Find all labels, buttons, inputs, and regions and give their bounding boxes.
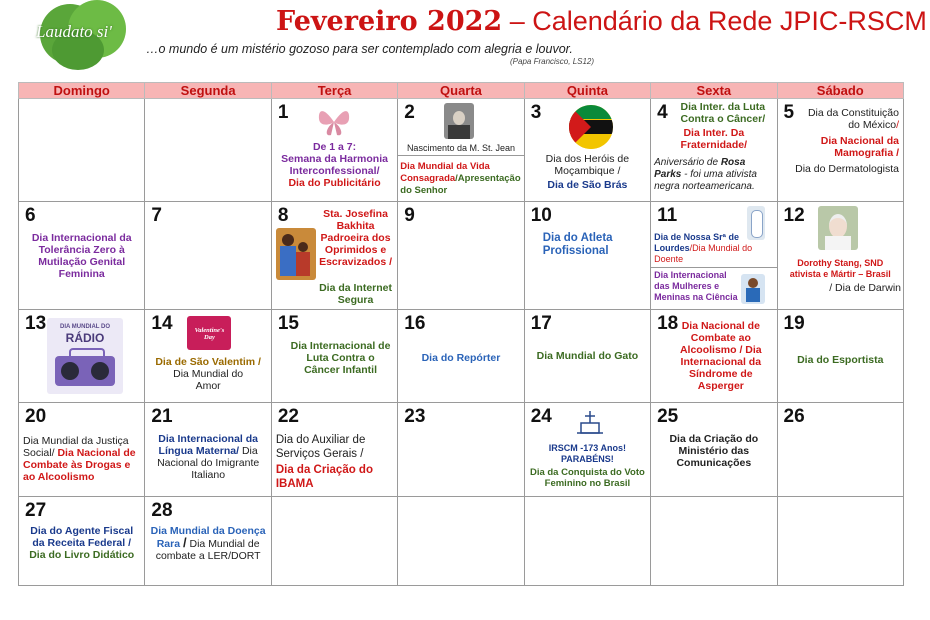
- event-text: Semana da Harmonia Interconfessional/: [281, 153, 388, 177]
- week-row-5: [19, 497, 904, 586]
- butterfly-icon: [316, 105, 352, 139]
- event-text: Dia do Atleta Profissional: [542, 232, 613, 257]
- empty-day-cell: [19, 99, 145, 202]
- day-cell-26[interactable]: [777, 403, 903, 497]
- day-number: 1: [277, 102, 289, 123]
- portrait-image: [444, 103, 474, 139]
- day-cell-14[interactable]: [145, 310, 271, 403]
- event-text: Dia Inter. da Luta Contra o Câncer/: [680, 101, 766, 125]
- day-cell-28[interactable]: [145, 497, 271, 586]
- event-text: Dia Mundial do Gato: [536, 350, 639, 362]
- empty-day-cell: [398, 497, 524, 586]
- day-number: 22: [277, 406, 299, 427]
- event-text: Dia do Esportista: [797, 354, 884, 366]
- event-text: Aniversário de Rosa Parks - foi uma ativista negra norteamericana.: [654, 157, 757, 192]
- day-cell-19[interactable]: [777, 310, 903, 403]
- event-text: Dia de São Brás: [547, 179, 628, 191]
- calendar-grid: [18, 82, 904, 586]
- day-cell-4[interactable]: [651, 99, 777, 202]
- event-text: Dia de São Valentim /: [155, 356, 261, 368]
- event-text: Dorothy Stang, SND ativista e Mártir – Brasil: [789, 258, 891, 279]
- event-text: Dia Mundial do Amor: [173, 368, 244, 392]
- day-cell-5[interactable]: [777, 99, 903, 202]
- title-month: Fevereiro 2022: [276, 6, 503, 37]
- day-number: 24: [530, 406, 552, 427]
- event-text: Dia Inter. Da Fraternidade/: [680, 127, 748, 151]
- day-number: 4: [657, 102, 668, 123]
- valentine-heart-badge: Valentine's Day: [187, 316, 231, 350]
- day-cell-12[interactable]: [777, 202, 903, 310]
- event-text: Dia Mundial da Justiça Social/ Dia Nacional de Combate às Drogas e ao Alcoolismo: [23, 435, 136, 483]
- weekday-header-row: [19, 83, 904, 99]
- event-text: Dia do Auxiliar de Serviços Gerais /: [275, 434, 366, 460]
- radio-caption: DIA MUNDIAL DO: [60, 324, 110, 330]
- day-number: 25: [657, 406, 679, 427]
- day-number: 19: [783, 313, 805, 334]
- day-number: 12: [783, 205, 805, 226]
- scientist-image: [741, 274, 765, 304]
- radio-title: RÁDIO: [65, 331, 105, 345]
- dorothy-stang-photo: [818, 206, 858, 250]
- empty-day-cell: [777, 497, 903, 586]
- day-number: 3: [530, 102, 542, 123]
- day-number: 13: [25, 313, 47, 334]
- event-text: Dia do Dermatologista: [795, 163, 899, 175]
- day-cell-21[interactable]: [145, 403, 271, 497]
- day-number: 6: [25, 205, 36, 226]
- event-text: Dia Internacional da Língua Materna/ Dia Nacional do Imigrante Italiano: [157, 433, 260, 481]
- empty-day-cell: [651, 497, 777, 586]
- event-text: Dia Nacional de Combate ao Alcoolismo / Dia Internacional da Síndrome de Asperger: [679, 320, 762, 392]
- logo-text: Laudato si': [36, 22, 112, 41]
- event-text: Dia Nacional da Mamografia /: [820, 135, 899, 159]
- day-number: 2: [404, 102, 415, 123]
- day-number: 8: [277, 205, 289, 226]
- event-text: Dia Mundial da Doença Rara / Dia Mundial de combate a LER/DORT: [150, 525, 266, 562]
- empty-day-cell: [271, 497, 397, 586]
- day-number: 16: [404, 313, 426, 334]
- day-cell-3[interactable]: [524, 99, 650, 202]
- event-text: Nascimento da M. St. Jean: [406, 143, 515, 153]
- event-text: Dia do Repórter: [421, 352, 501, 364]
- day-number: 14: [151, 313, 173, 334]
- weekday-saturday: Sábado: [777, 83, 903, 99]
- quote-credit: (Papa Francisco, LS12): [510, 57, 595, 66]
- empty-day-cell: [145, 99, 271, 202]
- event-text: Sta. Josefina Bakhita Padroeira dos Oprimidos e Escravizados /: [319, 208, 393, 268]
- day-cell-17[interactable]: [524, 310, 650, 403]
- week-row-1: [19, 99, 904, 202]
- event-text: Dia Internacional das Mulheres e Meninas na Ciência: [654, 270, 738, 302]
- event-text: Dia Internacional de Luta Contra o Câncer Infantil: [290, 340, 391, 376]
- day-number: 11: [657, 205, 678, 226]
- event-text: Dia dos Heróis de Moçambique /: [545, 153, 630, 177]
- day-cell-25[interactable]: [651, 403, 777, 497]
- day-cell-1[interactable]: [271, 99, 397, 202]
- day-number: 15: [277, 313, 299, 334]
- event-text: IRSCM -173 Anos! PARABÉNS!: [548, 443, 626, 464]
- bakhita-image: [276, 228, 316, 280]
- day-number: 20: [25, 406, 47, 427]
- event-text: De 1 a 7:: [312, 141, 357, 153]
- day-cell-2[interactable]: [398, 99, 524, 202]
- day-number: 28: [151, 500, 173, 521]
- weekday-sunday: Domingo: [19, 83, 145, 99]
- day-cell-22[interactable]: [271, 403, 397, 497]
- day-number: 5: [783, 102, 795, 123]
- day-number: 7: [151, 205, 162, 226]
- event-text: Dia da Constituição do México/: [807, 107, 899, 131]
- day-number: 27: [25, 500, 47, 521]
- day-cell-27[interactable]: [19, 497, 145, 586]
- empty-day-cell: [524, 497, 650, 586]
- event-text: Dia da Internet Segura: [319, 282, 393, 306]
- mozambique-flag-icon: [569, 105, 613, 149]
- subtitle-quote: …o mundo é um mistério gozoso para ser contemplado com alegria e louvor.: [146, 42, 573, 56]
- event-text: Dia da Criação do Ministério das Comunicações: [669, 433, 759, 469]
- day-cell-15[interactable]: [271, 310, 397, 403]
- laudato-si-logo: [32, 0, 128, 72]
- weekday-tuesday: Terça: [271, 83, 397, 99]
- weekday-thursday: Quinta: [524, 83, 650, 99]
- weekday-friday: Sexta: [651, 83, 777, 99]
- week-row-3: [19, 310, 904, 403]
- day-number: 21: [151, 406, 173, 427]
- day-cell-20[interactable]: [19, 403, 145, 497]
- day-number: 26: [783, 406, 805, 427]
- weekday-wednesday: Quarta: [398, 83, 524, 99]
- day-cell-8[interactable]: [271, 202, 397, 310]
- event-text: Dia Mundial da Vida Consagrada/Apresentação do Senhor: [400, 161, 521, 196]
- event-text: Dia da Criação do IBAMA: [275, 464, 373, 490]
- title-rest: – Calendário da Rede JPIC-RSCM: [502, 6, 927, 36]
- radio-icon: [47, 318, 123, 394]
- day-cell-7[interactable]: [145, 202, 271, 310]
- weekday-monday: Segunda: [145, 83, 271, 99]
- day-cell-24[interactable]: [524, 403, 650, 497]
- rscm-emblem-icon: [575, 409, 605, 437]
- day-cell-9[interactable]: [398, 202, 524, 310]
- day-number: 10: [530, 205, 552, 226]
- day-number: 9: [404, 205, 415, 226]
- event-text: Dia Internacional da Tolerância Zero à Mutilação Genital Feminina: [31, 232, 132, 280]
- event-text: Dia do Publicitário: [288, 177, 381, 189]
- day-number: 23: [404, 406, 426, 427]
- event-text: Dia do Livro Didático: [29, 549, 135, 561]
- event-text: Dia da Conquista do Voto Feminino no Brasil: [529, 467, 645, 489]
- day-cell-23[interactable]: [398, 403, 524, 497]
- day-cell-10[interactable]: [524, 202, 650, 310]
- day-cell-13[interactable]: [19, 310, 145, 403]
- week-row-4: [19, 403, 904, 497]
- event-text: / Dia de Darwin: [829, 282, 901, 294]
- day-number: 17: [530, 313, 552, 334]
- event-text: Dia de Nossa Srª de Lourdes/Dia Mundial do Doente: [654, 232, 753, 264]
- page-title: [276, 6, 927, 37]
- day-cell-11[interactable]: [651, 202, 777, 310]
- event-text: Dia do Agente Fiscal da Receita Federal /: [30, 525, 134, 549]
- week-row-2: [19, 202, 904, 310]
- day-cell-18[interactable]: [651, 310, 777, 403]
- day-cell-6[interactable]: [19, 202, 145, 310]
- day-cell-16[interactable]: [398, 310, 524, 403]
- day-number: 18: [657, 313, 679, 334]
